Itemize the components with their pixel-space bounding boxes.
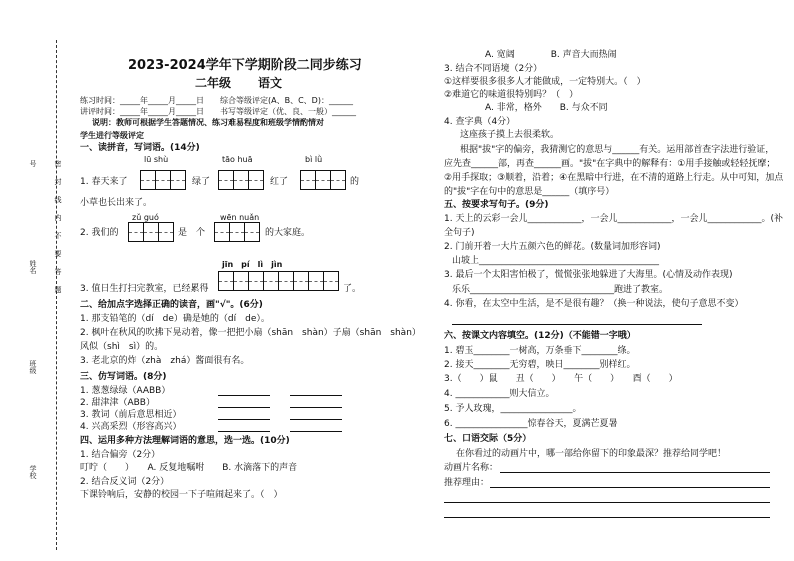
pinyin-1b: tāo huā xyxy=(222,155,253,164)
pinyin-2b: wēn nuǎn xyxy=(220,213,260,222)
q3-item-4: 4. 兴高采烈（形容高兴） xyxy=(80,422,182,432)
q3-blank[interactable] xyxy=(218,431,270,432)
q5-item-4-blank[interactable] xyxy=(452,324,702,325)
q3-item-3: 3. 教词（前后意思相近） xyxy=(80,410,182,420)
q5-item-1b: 全句子) xyxy=(444,228,475,238)
q3-blank[interactable] xyxy=(290,395,342,396)
q5-item-2: 2. 门前开着一大片五颜六色的鲜花。(数量词加形容词) xyxy=(444,242,661,252)
q2-heading: 二、给加点字选择正确的读音，画"√"。(6分) xyxy=(80,300,263,310)
s3-text: 3. 值日生打扫完教室，已经累得 xyxy=(80,284,209,294)
s2-text-a: 2. 我们的 xyxy=(80,228,119,238)
q5-item-1: 1. 天上的云彩一会儿____________，一会儿____________，一会儿____________。(补 xyxy=(444,214,783,224)
q3-item-2: 2. 甜津津（ABB） xyxy=(80,398,155,408)
q4-item-2-text: 下课铃响后，安静的校园一下子喧闹起来了。（ ） xyxy=(80,490,283,500)
q6-item-4: 4. ____________则大信立。 xyxy=(444,389,555,399)
side-label-school: 学校 xyxy=(29,465,37,479)
r-options-2: A. 非常，格外 B. 与众不同 xyxy=(485,103,608,113)
write-grid-3[interactable] xyxy=(218,271,339,291)
q3-blank[interactable] xyxy=(218,419,270,420)
r-options-1: A. 宽阔 B. 声音大而热闹 xyxy=(485,50,617,60)
s1-text-e: 小草也长出来了。 xyxy=(80,198,153,208)
q3-blank[interactable] xyxy=(290,407,342,408)
q6-item-6: 6. ________________惊春谷天，夏满芒夏暑 xyxy=(444,419,618,429)
q2-item-1: 1. 那支铅笔的（dí de）确是她的（dí de）。 xyxy=(80,314,270,324)
q7-reason-label: 推荐理由： xyxy=(444,478,490,488)
q1-heading: 一、读拼音，写词语。(14分) xyxy=(80,143,200,153)
q4-item-2: 2. 结合反义词（2分） xyxy=(80,477,170,487)
s3-text-b: 了。 xyxy=(343,284,362,294)
s1-text-a: 1. 春天来了 xyxy=(80,177,128,187)
exam-title: 2023-2024学年下学期阶段二同步练习 xyxy=(128,58,362,73)
write-grid-1b[interactable] xyxy=(218,170,264,190)
q4-heading: 四、运用多种方法理解词语的意思，选一选。(10分) xyxy=(80,436,290,446)
write-grid-2b[interactable] xyxy=(214,222,260,242)
r-context-heading: 3. 结合不同语境（2分） xyxy=(444,64,543,74)
s2-text-c: 的大家庭。 xyxy=(265,228,311,238)
r-dict-sentence: 这座孩子摸上去很柔软。 xyxy=(460,130,560,140)
q6-item-5: 5. 予人玫瑰，________________。 xyxy=(444,404,582,414)
r-context-2: ②难道它的味道很特别吗？（ ） xyxy=(444,90,579,100)
r-dict-heading: 4. 查字典（4分） xyxy=(444,117,516,127)
q5-item-3: 3. 最后一个太阳害怕极了，慌慌张张地躲进了大海里。(心情及动作表现) xyxy=(444,270,733,280)
review-time: 讲评时间：_____年_____月_____日 书写等级评定（优、良、一般）______ xyxy=(80,107,356,116)
r-dict-2: 应先查______部，再查______画。"拔"在字典中的解释有：①用手接触或轻轻抚摩； xyxy=(444,159,776,169)
pinyin-1a: lū shù xyxy=(144,155,169,164)
q7-reason-field[interactable] xyxy=(490,487,770,488)
q3-blank[interactable] xyxy=(290,419,342,420)
r-dict-4: 的"拔"字在句中的意思是______（填序号） xyxy=(444,187,615,197)
q7-heading: 七、口语交际（5分） xyxy=(444,434,532,444)
pinyin-2a: zǔ guó xyxy=(132,213,159,222)
q3-heading: 三、仿写词语。(8分) xyxy=(80,372,167,382)
s1-text-c: 红了 xyxy=(270,177,289,187)
binding-line xyxy=(56,40,57,550)
q7-cartoon-name-label: 动画片名称： xyxy=(444,463,499,473)
q2-item-3: 3. 老北京的炸（zhà zhá）酱面很有名。 xyxy=(80,356,250,366)
q4-item-1: 1. 结合偏旁（2分） xyxy=(80,450,161,460)
q2-item-2: 2. 枫叶在秋风的吹拂下晃动着，像一把把小扇（shān shàn）子扇（shān shàn） xyxy=(80,328,421,338)
q6-item-3: 3.（ ）鼠 丑（ ） 午（ ） 酉（ ） xyxy=(444,374,678,384)
side-label-name: 姓名 xyxy=(29,260,37,274)
write-grid-1a[interactable] xyxy=(140,170,186,190)
q4-item-1-options: 叮咛（ ） A. 反复地嘱咐 B. 水滴落下的声音 xyxy=(80,463,298,473)
s1-text-d: 的 xyxy=(350,177,360,187)
pinyin-1c: bì lǜ xyxy=(305,155,323,164)
q7-reason-field[interactable] xyxy=(444,502,770,503)
side-label-number: 号 xyxy=(29,160,37,167)
q3-item-1: 1. 葱葱绿绿（AABB） xyxy=(80,386,171,396)
side-label-class: 班级 xyxy=(29,360,37,374)
q7-prompt: 在你看过的动画片中，哪一部给你留下的印象最深？推荐给同学吧！ xyxy=(456,449,727,459)
q5-item-3-answer: 乐乐________________________________跑进了教室。 xyxy=(452,285,669,295)
r-context-1: ①这样要很多很多人才能做成，一定特别大。（ ） xyxy=(444,77,646,87)
q5-item-2-answer: 山坡上________________________________________ xyxy=(452,256,660,266)
s1-text-b: 绿了 xyxy=(192,177,211,187)
write-grid-1c[interactable] xyxy=(300,170,346,190)
pinyin-3: jīn pí lì jìn xyxy=(222,260,283,269)
grade-label: 二年级 xyxy=(195,76,232,90)
r-dict-1: 根据"拔"字的偏旁，我猜测它的意思与______有关。运用部首查字法进行验证， xyxy=(460,145,775,155)
q7-reason-field[interactable] xyxy=(444,517,770,518)
subject-label: 语文 xyxy=(258,76,283,90)
q5-heading: 五、按要求写句子。(9分) xyxy=(444,200,549,210)
q7-cartoon-name-field[interactable] xyxy=(500,472,770,473)
s2-text-b: 是 个 xyxy=(178,228,206,238)
write-grid-2a[interactable] xyxy=(128,222,174,242)
instruction-note: 说明：教师可根据学生答题情况、练习难易程度和班级学情酌情对 xyxy=(92,118,324,127)
q2-item-2b: 风似（shì sì）的。 xyxy=(80,342,164,352)
seal-line-text: 密 封 线 内 不 要 答 题 xyxy=(54,160,62,295)
q3-blank[interactable] xyxy=(218,407,270,408)
q6-heading: 六、按课文内容填空。(12分)（不能错一字哦） xyxy=(444,331,636,341)
q6-item-2: 2. 接天________无穷碧，映日________别样红。 xyxy=(444,360,636,370)
instruction-note-2: 学生进行等级评定 xyxy=(80,131,144,140)
q3-blank[interactable] xyxy=(218,395,270,396)
q6-item-1: 1. 碧玉________一树高，万条垂下________绦。 xyxy=(444,346,636,356)
q3-blank[interactable] xyxy=(290,431,342,432)
practice-time: 练习时间：_____年_____月_____日 综合等级评定(A、B、C、D)：______ xyxy=(80,96,353,105)
r-dict-3: ②用手探取；③顺着，沿着；④在黑暗中行进，在不清的道路上行走。从中可知，加点 xyxy=(444,173,784,183)
q5-item-4: 4. 你看，在太空中生活，是不是很有趣？（换一种说法，使句子意思不变） xyxy=(444,299,744,309)
